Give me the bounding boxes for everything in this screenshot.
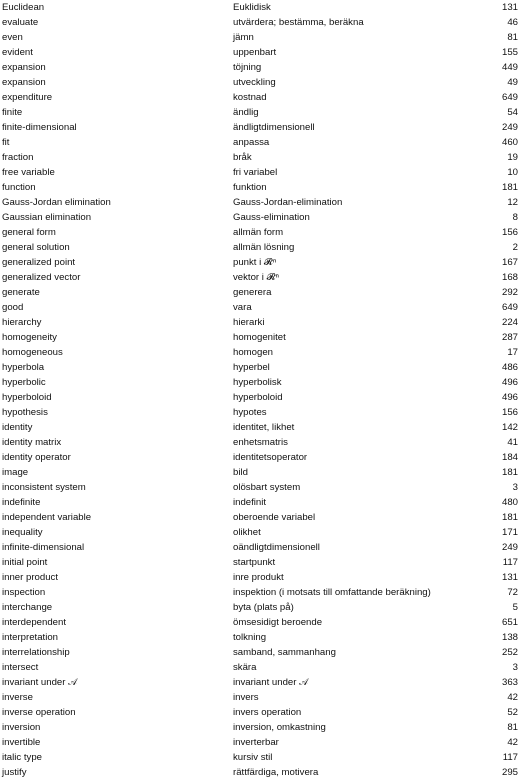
english-term: expenditure	[2, 92, 53, 103]
page-number: 131	[501, 2, 518, 13]
glossary-row	[0, 375, 521, 390]
english-term: justify	[2, 767, 27, 778]
glossary-row	[0, 195, 521, 210]
english-term: image	[2, 467, 29, 478]
glossary-row	[0, 390, 521, 405]
english-term: inconsistent system	[2, 482, 86, 493]
swedish-term: ändlig	[233, 107, 259, 118]
swedish-term: startpunkt	[233, 557, 276, 568]
swedish-term: olikhet	[233, 527, 261, 538]
page-number: 460	[501, 137, 518, 148]
swedish-term: identitetsoperator	[233, 452, 308, 463]
english-term: finite-dimensional	[2, 122, 77, 133]
swedish-term: kostnad	[233, 92, 267, 103]
english-term: hierarchy	[2, 317, 42, 328]
glossary-row	[0, 765, 521, 780]
glossary-row	[0, 105, 521, 120]
glossary-row	[0, 210, 521, 225]
glossary-row	[0, 255, 521, 270]
english-term: general form	[2, 227, 56, 238]
english-term: infinite-dimensional	[2, 542, 85, 553]
page-number: 449	[501, 62, 518, 73]
page-number: 224	[501, 317, 518, 328]
swedish-term: utveckling	[233, 77, 276, 88]
english-term: Gaussian elimination	[2, 212, 92, 223]
glossary-row	[0, 315, 521, 330]
page-number: 292	[501, 287, 518, 298]
page-number: 480	[501, 497, 518, 508]
glossary-row	[0, 75, 521, 90]
english-term: Euclidean	[2, 2, 45, 13]
page-number: 131	[501, 572, 518, 583]
swedish-term: vektor i 𝓡ⁿ	[233, 272, 280, 283]
glossary-row	[0, 555, 521, 570]
english-term: identity	[2, 422, 33, 433]
page-number: 117	[502, 557, 518, 568]
glossary-row	[0, 480, 521, 495]
english-term: expansion	[2, 62, 46, 73]
english-term: identity matrix	[2, 437, 62, 448]
glossary-row	[0, 300, 521, 315]
page-number: 81	[507, 722, 518, 733]
swedish-term: bild	[233, 467, 248, 478]
glossary-row	[0, 645, 521, 660]
swedish-term: hyperbolisk	[233, 377, 282, 388]
swedish-term: oändligtdimensionell	[233, 542, 320, 553]
english-term: interrelationship	[2, 647, 70, 658]
glossary-row	[0, 60, 521, 75]
glossary-row	[0, 150, 521, 165]
english-term: finite	[2, 107, 23, 118]
english-term: interpretation	[2, 632, 58, 643]
swedish-term: Gauss-Jordan-elimination	[233, 197, 343, 208]
glossary-row	[0, 345, 521, 360]
page-number: 496	[501, 377, 518, 388]
swedish-term: jämn	[233, 32, 254, 43]
page-number: 287	[501, 332, 518, 343]
glossary-row	[0, 735, 521, 750]
english-term: evaluate	[2, 17, 39, 28]
swedish-term: indefinit	[233, 497, 267, 508]
swedish-term: homogen	[233, 347, 274, 358]
page-number: 155	[501, 47, 518, 58]
glossary-row	[0, 120, 521, 135]
swedish-term: allmän lösning	[233, 242, 295, 253]
page-number: 363	[501, 677, 518, 688]
swedish-term: tolkning	[233, 632, 267, 643]
page-number: 167	[501, 257, 518, 268]
glossary-row	[0, 630, 521, 645]
english-term: inverse	[2, 692, 33, 703]
swedish-term: byta (plats på)	[233, 602, 294, 613]
page-number: 249	[501, 122, 518, 133]
swedish-term: Gauss-elimination	[233, 212, 310, 223]
page-number: 49	[507, 77, 518, 88]
glossary-row	[0, 450, 521, 465]
glossary-row	[0, 420, 521, 435]
page-number: 42	[507, 737, 518, 748]
page-number: 41	[507, 437, 518, 448]
swedish-term: invariant under 𝒜	[233, 677, 309, 688]
glossary-row	[0, 435, 521, 450]
glossary-row	[0, 570, 521, 585]
glossary-row	[0, 600, 521, 615]
page-number: 72	[507, 587, 518, 598]
swedish-term: bråk	[233, 152, 252, 163]
english-term: even	[2, 32, 23, 43]
english-term: intersect	[2, 662, 39, 673]
glossary-row	[0, 690, 521, 705]
glossary-row	[0, 225, 521, 240]
glossary-row	[0, 15, 521, 30]
page-number: 156	[501, 227, 518, 238]
glossary-row	[0, 750, 521, 765]
swedish-term: hyperbel	[233, 362, 270, 373]
english-term: hypothesis	[2, 407, 48, 418]
swedish-term: ändligtdimensionell	[233, 122, 315, 133]
english-term: inspection	[2, 587, 46, 598]
english-term: inequality	[2, 527, 43, 538]
swedish-term: hyperboloid	[233, 392, 283, 403]
swedish-term: homogenitet	[233, 332, 286, 343]
english-term: inner product	[2, 572, 58, 583]
swedish-term: punkt i 𝓡ⁿ	[233, 257, 277, 268]
swedish-term: uppenbart	[233, 47, 277, 58]
glossary-row	[0, 135, 521, 150]
glossary-row	[0, 285, 521, 300]
english-term: interdependent	[2, 617, 67, 628]
swedish-term: töjning	[233, 62, 262, 73]
english-term: generate	[2, 287, 40, 298]
english-term: interchange	[2, 602, 53, 613]
glossary-row	[0, 240, 521, 255]
english-term: hyperbolic	[2, 377, 46, 388]
english-term: fraction	[2, 152, 34, 163]
glossary-row	[0, 510, 521, 525]
page-number: 249	[501, 542, 518, 553]
swedish-term: inverterbar	[233, 737, 279, 748]
page-number: 42	[507, 692, 518, 703]
page-number: 181	[501, 467, 518, 478]
page-number: 2	[512, 242, 518, 253]
page-number: 496	[501, 392, 518, 403]
glossary-row	[0, 525, 521, 540]
glossary-row	[0, 675, 521, 690]
page-number: 649	[501, 92, 518, 103]
english-term: generalized point	[2, 257, 76, 268]
english-term: fit	[2, 137, 10, 148]
swedish-term: vara	[233, 302, 252, 313]
swedish-term: inversion, omkastning	[233, 722, 326, 733]
swedish-term: olösbart system	[233, 482, 301, 493]
glossary-row	[0, 615, 521, 630]
page-number: 156	[501, 407, 518, 418]
swedish-term: anpassa	[233, 137, 270, 148]
glossary-row	[0, 705, 521, 720]
english-term: free variable	[2, 167, 55, 178]
page-number: 295	[501, 767, 518, 778]
glossary-row	[0, 405, 521, 420]
page-number: 3	[512, 482, 518, 493]
swedish-term: allmän form	[233, 227, 284, 238]
swedish-term: utvärdera; bestämma, beräkna	[233, 17, 364, 28]
glossary-row	[0, 585, 521, 600]
english-term: hyperbola	[2, 362, 45, 373]
page-number: 651	[501, 617, 518, 628]
english-term: italic type	[2, 752, 42, 763]
page-number: 8	[512, 212, 518, 223]
page-number: 12	[507, 197, 518, 208]
glossary-row	[0, 270, 521, 285]
page-number: 252	[501, 647, 518, 658]
english-term: independent variable	[2, 512, 92, 523]
swedish-term: Euklidisk	[233, 2, 271, 13]
swedish-term: invers operation	[233, 707, 302, 718]
swedish-term: rättfärdiga, motivera	[233, 767, 319, 778]
page-number: 52	[507, 707, 518, 718]
swedish-term: funktion	[233, 182, 267, 193]
swedish-term: samband, sammanhang	[233, 647, 336, 658]
swedish-term: inre produkt	[233, 572, 284, 583]
english-term: invertible	[2, 737, 41, 748]
swedish-term: hypotes	[233, 407, 267, 418]
english-term: initial point	[2, 557, 48, 568]
glossary-row	[0, 330, 521, 345]
page-number: 3	[512, 662, 518, 673]
swedish-term: hierarki	[233, 317, 265, 328]
english-term: inverse operation	[2, 707, 76, 718]
glossary-row	[0, 90, 521, 105]
glossary-row	[0, 360, 521, 375]
page-number: 184	[501, 452, 518, 463]
english-term: general solution	[2, 242, 70, 253]
page-number: 19	[507, 152, 518, 163]
page-number: 181	[501, 512, 518, 523]
page-number: 46	[507, 17, 518, 28]
page-number: 138	[501, 632, 518, 643]
glossary-row	[0, 660, 521, 675]
glossary-row	[0, 465, 521, 480]
english-term: homogeneity	[2, 332, 57, 343]
swedish-term: invers	[233, 692, 259, 703]
glossary-row	[0, 165, 521, 180]
english-term: indefinite	[2, 497, 41, 508]
english-term: identity operator	[2, 452, 71, 463]
page-number: 117	[502, 752, 518, 763]
english-term: Gauss-Jordan elimination	[2, 197, 111, 208]
glossary-row	[0, 30, 521, 45]
page-number: 168	[501, 272, 518, 283]
english-term: inversion	[2, 722, 41, 733]
page-number: 54	[507, 107, 518, 118]
glossary-row	[0, 720, 521, 735]
glossary-row	[0, 495, 521, 510]
swedish-term: inspektion (i motsats till omfattande beräkning)	[233, 587, 431, 598]
swedish-term: identitet, likhet	[233, 422, 295, 433]
swedish-term: ömsesidigt beroende	[233, 617, 323, 628]
page-number: 142	[501, 422, 518, 433]
english-term: invariant under 𝒜	[2, 677, 78, 688]
english-term: hyperboloid	[2, 392, 52, 403]
page-number: 649	[501, 302, 518, 313]
english-term: expansion	[2, 77, 46, 88]
swedish-term: skära	[233, 662, 257, 673]
page-number: 17	[507, 347, 518, 358]
swedish-term: fri variabel	[233, 167, 278, 178]
swedish-term: kursiv stil	[233, 752, 273, 763]
english-term: generalized vector	[2, 272, 81, 283]
page-number: 181	[501, 182, 518, 193]
swedish-term: oberoende variabel	[233, 512, 316, 523]
glossary-row	[0, 180, 521, 195]
english-term: good	[2, 302, 24, 313]
swedish-term: enhetsmatris	[233, 437, 288, 448]
glossary-row	[0, 45, 521, 60]
page-number: 171	[501, 527, 518, 538]
page-number: 5	[512, 602, 518, 613]
glossary-row	[0, 540, 521, 555]
swedish-term: generera	[233, 287, 272, 298]
page-number: 81	[507, 32, 518, 43]
page-number: 486	[501, 362, 518, 373]
english-term: evident	[2, 47, 33, 58]
glossary-row	[0, 0, 521, 15]
page-number: 10	[507, 167, 518, 178]
english-term: homogeneous	[2, 347, 63, 358]
english-term: function	[2, 182, 36, 193]
